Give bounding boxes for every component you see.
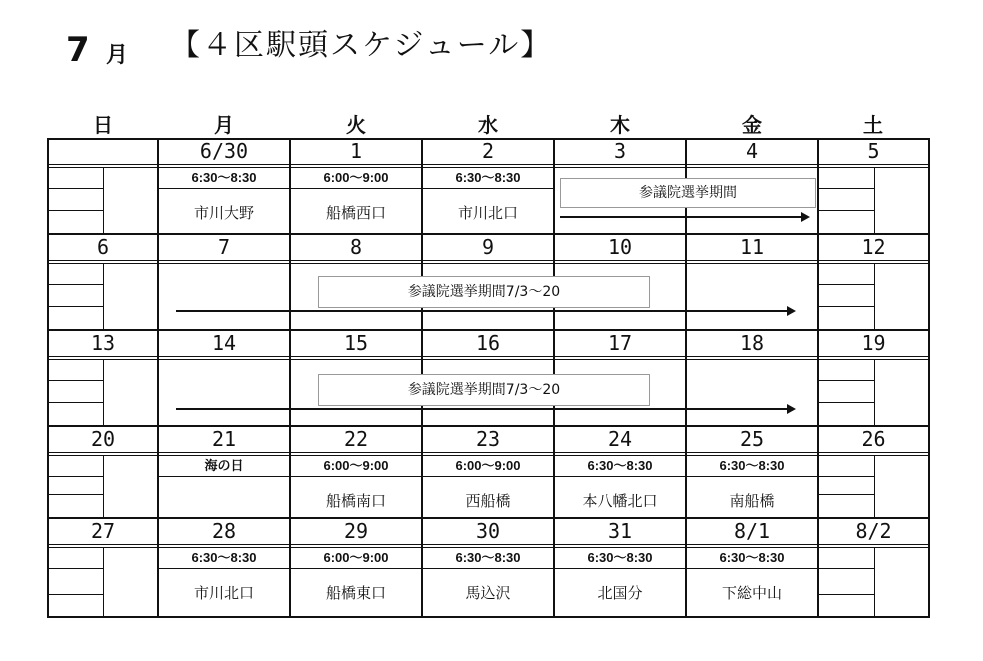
election-period-banner: 参議院選挙期間7/3～20 — [318, 276, 650, 308]
date-cell — [48, 139, 158, 163]
weekend-subcell-border — [103, 456, 104, 518]
time-label: 6:00～9:00 — [455, 458, 521, 473]
date-cell: 17 — [607, 331, 633, 355]
period-arrow — [176, 408, 794, 410]
date-cell: 28 — [211, 519, 237, 543]
column-border — [685, 138, 687, 618]
date-cell: 21 — [211, 427, 237, 451]
weekend-subcell-border — [103, 548, 104, 618]
date-cell: 31 — [607, 519, 633, 543]
date-cell: 7 — [217, 235, 231, 259]
time-label: 6:30～8:30 — [719, 550, 785, 565]
weekend-subcell-border — [48, 568, 103, 569]
weekend-subcell-border — [48, 188, 103, 189]
date-cell: 6/30 — [199, 139, 249, 163]
time-label: 6:00～9:00 — [323, 170, 389, 185]
date-cell: 16 — [475, 331, 501, 355]
time-label: 6:30～8:30 — [455, 550, 521, 565]
time-divider — [686, 568, 818, 569]
date-cell: 14 — [211, 331, 237, 355]
time-divider — [158, 188, 290, 189]
weekend-subcell-border — [48, 380, 103, 381]
column-border — [928, 138, 930, 618]
date-cell: 5 — [867, 139, 880, 163]
time-label: 海の日 — [204, 458, 244, 473]
location-label: 船橋西口 — [325, 204, 386, 222]
month-unit: 月 — [106, 43, 129, 68]
period-arrow — [560, 216, 808, 218]
weekend-subcell-border — [818, 306, 874, 307]
time-divider — [158, 476, 290, 477]
time-label: 6:30～8:30 — [191, 550, 257, 565]
weekend-subcell-border — [103, 360, 104, 426]
time-divider — [158, 568, 290, 569]
date-cell: 30 — [475, 519, 501, 543]
date-cell: 12 — [861, 235, 886, 259]
location-label: 北国分 — [597, 584, 643, 602]
weekend-subcell-border — [874, 168, 875, 234]
weekend-subcell-border — [818, 188, 874, 189]
weekend-subcell-border — [874, 264, 875, 330]
date-row-divider — [48, 452, 929, 453]
weekday-header-mon: 月 — [214, 113, 234, 137]
date-row-divider — [48, 359, 929, 360]
time-divider — [422, 476, 554, 477]
period-arrow — [176, 310, 794, 312]
time-divider — [422, 188, 554, 189]
weekend-subcell-border — [103, 168, 104, 234]
date-cell: 2 — [481, 139, 495, 163]
date-cell: 24 — [607, 427, 633, 451]
time-label: 6:30～8:30 — [455, 170, 521, 185]
weekend-subcell-border — [874, 360, 875, 426]
weekend-subcell-border — [818, 594, 874, 595]
date-cell: 22 — [343, 427, 369, 451]
date-cell: 23 — [475, 427, 501, 451]
location-label: 市川北口 — [193, 584, 254, 602]
weekday-header-wed: 水 — [478, 113, 498, 137]
time-label: 6:00～9:00 — [323, 458, 389, 473]
weekend-subcell-border — [48, 402, 103, 403]
weekend-subcell-border — [874, 548, 875, 618]
date-cell: 11 — [739, 235, 765, 259]
date-cell: 8/1 — [733, 519, 771, 543]
grid-bottom-border — [48, 616, 929, 618]
weekend-subcell-border — [48, 476, 103, 477]
location-label: 下総中山 — [721, 584, 782, 602]
location-label: 南船橋 — [729, 492, 775, 510]
time-label: 6:30～8:30 — [587, 458, 653, 473]
date-cell: 4 — [745, 139, 759, 163]
date-cell: 18 — [739, 331, 765, 355]
weekend-subcell-border — [818, 494, 874, 495]
date-cell: 26 — [861, 427, 886, 451]
weekend-subcell-border — [48, 210, 103, 211]
weekend-subcell-border — [48, 306, 103, 307]
date-cell: 6 — [96, 235, 110, 259]
weekday-header-sun: 日 — [93, 113, 113, 137]
location-label: 市川大野 — [193, 204, 254, 222]
date-cell: 29 — [343, 519, 369, 543]
location-label: 西船橋 — [465, 492, 511, 510]
date-cell: 1 — [349, 139, 363, 163]
date-cell: 20 — [90, 427, 116, 451]
election-period-banner: 参議院選挙期間 — [560, 178, 816, 208]
location-label: 本八幡北口 — [582, 492, 658, 510]
location-label: 船橋南口 — [325, 492, 386, 510]
date-cell: 10 — [607, 235, 633, 259]
date-cell: 13 — [90, 331, 116, 355]
weekend-subcell-border — [48, 594, 103, 595]
weekend-subcell-border — [818, 568, 874, 569]
time-divider — [554, 476, 686, 477]
time-divider — [686, 476, 818, 477]
date-cell: 8 — [349, 235, 363, 259]
location-label: 市川北口 — [457, 204, 518, 222]
weekend-subcell-border — [48, 284, 103, 285]
date-cell: 25 — [739, 427, 765, 451]
date-cell: 15 — [343, 331, 369, 355]
location-label: 船橋東口 — [325, 584, 386, 602]
date-cell: 19 — [861, 331, 886, 355]
date-row-divider — [48, 544, 929, 545]
date-row-divider — [48, 356, 929, 357]
time-label: 6:00～9:00 — [323, 550, 389, 565]
location-label: 馬込沢 — [465, 584, 511, 602]
date-cell: 9 — [481, 235, 495, 259]
date-row-divider — [48, 260, 929, 261]
time-label: 6:30～8:30 — [719, 458, 785, 473]
date-row-divider — [48, 263, 929, 264]
date-cell: 27 — [90, 519, 116, 543]
calendar-grid — [48, 138, 929, 618]
time-divider — [290, 188, 422, 189]
date-cell: 8/2 — [855, 519, 892, 543]
weekend-subcell-border — [48, 494, 103, 495]
weekend-subcell-border — [818, 210, 874, 211]
election-period-banner: 参議院選挙期間7/3～20 — [318, 374, 650, 406]
time-divider — [290, 568, 422, 569]
weekend-subcell-border — [818, 476, 874, 477]
date-row-divider — [48, 164, 929, 165]
time-label: 6:30～8:30 — [587, 550, 653, 565]
month-number: 7 — [66, 30, 90, 70]
weekday-header-tue: 火 — [346, 113, 366, 137]
weekday-header-sat: 土 — [863, 113, 883, 137]
page-title: 【４区駅頭スケジュール】 — [170, 28, 553, 63]
weekend-subcell-border — [818, 284, 874, 285]
date-cell: 3 — [613, 139, 627, 163]
weekend-subcell-border — [818, 402, 874, 403]
time-divider — [422, 568, 554, 569]
weekday-header-thu: 木 — [610, 113, 630, 137]
time-divider — [554, 568, 686, 569]
weekday-header-fri: 金 — [742, 113, 762, 137]
time-label: 6:30～8:30 — [191, 170, 257, 185]
weekend-subcell-border — [818, 380, 874, 381]
weekend-subcell-border — [874, 456, 875, 518]
time-divider — [290, 476, 422, 477]
weekend-subcell-border — [103, 264, 104, 330]
